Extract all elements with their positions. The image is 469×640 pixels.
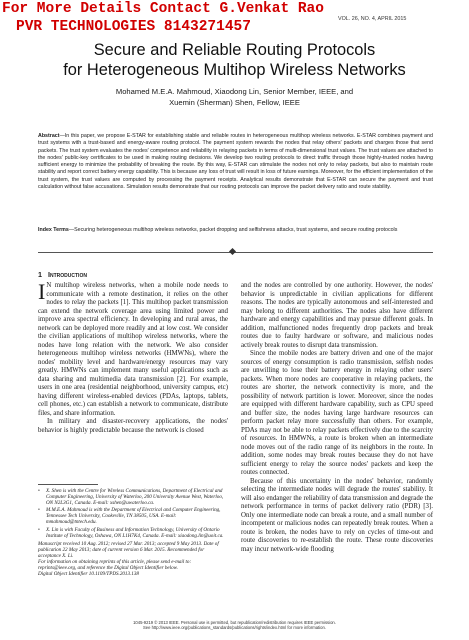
authors-line1: Mohamed M.E.A. Mahmoud, Xiaodong Lin, Senior Member, IEEE, and bbox=[115, 87, 354, 96]
journal-header: VOL. 26, NO. 4, APRIL 2015 bbox=[338, 16, 407, 22]
divider-diamond-icon bbox=[229, 248, 236, 255]
index-terms-text: —Securing heterogeneous multihop wireless networks, packet dropping and selfishness attacks, trust systems, and secure routing protocols bbox=[68, 227, 398, 233]
title-line1: Secure and Reliable Routing Protocols bbox=[93, 41, 376, 59]
body-column-right bbox=[241, 282, 433, 554]
footnote-item bbox=[38, 507, 228, 525]
paragraph bbox=[38, 279, 228, 418]
drop-cap: I bbox=[38, 279, 46, 304]
footnotes bbox=[38, 488, 228, 577]
copyright-line1: 1045-9219 © 2013 IEEE. Personal use is permitted, but republication/redistribution requires IEEE permission. bbox=[133, 620, 336, 625]
footnote-text: X. Shen is with the Centre for Wireless Communications, Department of Electrical and Computer Engineering, University of Waterloo, 200 University Avenue West, Waterloo, ON N2L3G1, Canada. E-mail: xshen@uwaterloo.ca. bbox=[46, 488, 224, 507]
body-column-left bbox=[38, 279, 228, 435]
footnote-item bbox=[38, 488, 228, 506]
paragraph: In military and disaster-recovery applications, the nodes' behavior is highly predictable because the network is closed bbox=[38, 418, 228, 434]
bullet-icon: • bbox=[38, 488, 40, 494]
bullet-icon: • bbox=[38, 526, 40, 533]
footnote-item bbox=[38, 527, 228, 539]
abstract-label: Abstract bbox=[38, 133, 60, 139]
doi-note: Digital Object Identifier 10.1109/TPDS.2013.138 bbox=[38, 571, 139, 578]
bullet-icon: • bbox=[38, 507, 40, 514]
paragraph: and the nodes are controlled by one authority. However, the nodes' behavior is unpredictable in civilian applications for different reasons. The nodes are typically autonomous and self-interested and may belong to different authorities. The nodes also have different hardware and energy capabilities and may pursue different goals. In addition, malfunctioned nodes frequently drop packets and break routes due to faulty hardware or software, and malicious nodes actively break routes to disrupt data transmission. bbox=[241, 282, 433, 349]
paper-title bbox=[0, 40, 469, 80]
abstract bbox=[38, 133, 433, 191]
footnote-divider bbox=[38, 484, 98, 485]
paragraph-text: N multihop wireless networks, when a mobile node needs to communicate with a remote destination, it relies on the other nodes to relay the packets [1]. This multihop packet transmission can extend the network coverage area using limited power and improve area spectral efficiency. In developing and rural areas, the network can be deployed more readily and at low cost. We consider the civilian applications of multihop wireless networks, where the nodes have long relation with the network. We also consider heterogeneous multihop wireless networks (HMWNs), where the nodes' mobility level and hardware/energy resources may vary greatly. HMWNs can implement many useful applications such as data sharing and multimedia data transmission [2]. For example, users in one area (residential neighborhood, university campus, etc) having different wireless-enabled devices (PDAs, laptops, tablets, cell phones, etc.) can establish a network to communicate, distribute files, and share information. bbox=[38, 282, 228, 417]
copyright-line2: See http://www.ieee.org/publications_standards/publications/rights/index.html for more information. bbox=[143, 625, 326, 631]
section-number: 1 bbox=[38, 270, 42, 279]
title-line2: for Heterogeneous Multihop Wireless Networks bbox=[63, 61, 406, 79]
header-divider bbox=[38, 252, 433, 253]
abstract-text: —In this paper, we propose E-STAR for establishing stable and reliable routes in heterogeneous multihop wireless networks. E-STAR combines payment and trust systems with a trust-based and energy-aware routing protocol. The payment system rewards the nodes that relay others' packets and charges those that send packets. The trust system evaluates the nodes' competence and reliability in relaying packets in terms of multi-dimensional trust values. The trust values are attached to the nodes' public-key certificates to be used in making routing decisions. We develop two routing protocols to direct traffic through those highly-trusted nodes having sufficient energy to minimize the probability of breaking the route. By this way, E-STAR can stimulate the nodes not only to relay packets, but also to maintain route stability and report correct battery energy capability. This is because any loss of trust will result in loss of future earnings. Moreover, for the efficient implementation of the trust system, the trust values are computed by processing the payment receipts. Analytical results demonstrate that E-STAR can secure the payment and trust calculation without false accusations. Simulation results demonstrate that our routing protocols can improve the packet delivery ratio and route stability. bbox=[38, 133, 433, 191]
index-terms-label: Index Terms bbox=[38, 227, 69, 233]
section-title: Introduction bbox=[48, 270, 87, 279]
section-heading bbox=[38, 270, 87, 279]
contact-banner-line1: For More Details Contact G.Venkat Rao bbox=[2, 1, 324, 17]
footnote-text: M.M.E.A. Mahmoud is with the Department of Electrical and Computer Engineering, Tennessee Tech University, Cookeville, TN 38505, USA. E-mail: mmahmoud@tntech.edu. bbox=[46, 507, 221, 526]
author-list bbox=[0, 86, 469, 108]
paragraph: Since the mobile nodes are battery driven and one of the major sources of energy consumption is radio transmission, selfish nodes are unwilling to lose their battery energy in relaying other users' packets. When more nodes are cooperative in relaying packets, the routes are shorter, the network connectivity is more, and the possibility of network partition is lower. Moreover, since the nodes are equipped with different hardware capability, such as CPU speed and buffer size, the nodes having large hardware resources can perform packet relay more successfully than others. For example, PDAs may not be able to relay packets effectively due to the scarcity of resources. In HMWNs, a route is broken when an intermediate node moves out of the radio range of its neighbors in the route. In addition, some nodes may break routes because they do not have sufficient energy to relay the source nodes' packets and keep the routes connected. bbox=[241, 350, 433, 476]
manuscript-note: Manuscript received 10 Aug. 2012; revised 27 Mar. 2013; accepted 9 May 2013. Date of publication 22 May 2013; date of current version 6 Mar. 2015. Recommended for acceptance X. Li. bbox=[38, 540, 219, 559]
footnote-text: X. Lin is with Faculty of Business and Information Technology, University of Ontario Institute of Technology, Oshawa, ON L1H7K4, Canada. E-mail: xiaodong.lin@uoit.ca. bbox=[46, 526, 224, 539]
contact-banner-line2: PVR TECHNOLOGIES 8143271457 bbox=[16, 19, 251, 35]
paragraph: Because of this uncertainty in the nodes' behavior, randomly selecting the intermediate nodes will degrade the routes' stability. It will also endanger the reliability of data transmission and degrade the network performance in terms of packet delivery ratio (PDR) [3]. Only one intermediate node can break a route, and a small number of incompetent or malicious nodes can repeatedly break routes. When a route is broken, the nodes have to rely on cycles of time-out and route discoveries to re-establish the route. These route discoveries may incur network-wide flooding bbox=[241, 477, 433, 553]
reprints-note: For information on obtaining reprints of this article, please send e-mail to: reprints@ieee.org, and reference the Digital Object Identifier below. bbox=[38, 559, 192, 572]
index-terms bbox=[38, 227, 433, 234]
authors-line2: Xuemin (Sherman) Shen, Fellow, IEEE bbox=[169, 98, 300, 107]
copyright-notice bbox=[0, 620, 469, 631]
